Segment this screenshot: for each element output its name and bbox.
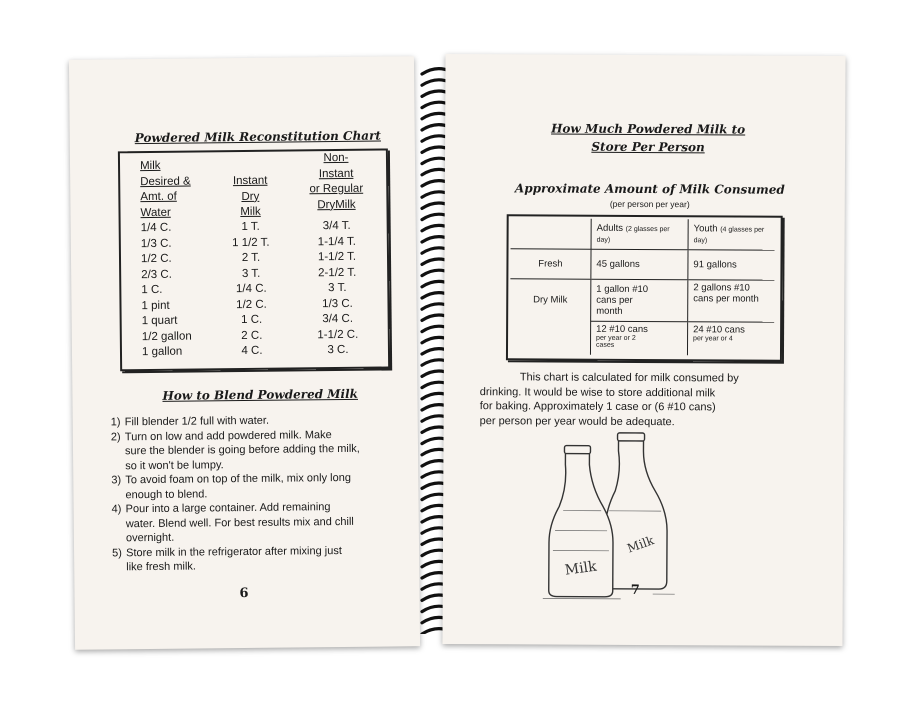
reconstitution-chart-title: Powdered Milk Reconstitution Chart bbox=[134, 128, 381, 146]
reconstitution-chart-box bbox=[118, 148, 390, 371]
consumed-note: (per person per year) bbox=[609, 198, 690, 210]
year-youth: 24 #10 cans bbox=[693, 323, 745, 336]
dry-adults-line: 1 gallon #10 bbox=[596, 283, 649, 295]
step-number: 2) bbox=[110, 430, 121, 443]
step-line: Pour into a large container. Add remaining bbox=[125, 501, 331, 516]
instant-header-line: Milk bbox=[240, 205, 261, 219]
adults-header: Adults bbox=[596, 222, 624, 234]
youth-header: Youth bbox=[693, 223, 718, 235]
instant-header bbox=[220, 174, 280, 221]
page-number-left: 6 bbox=[239, 585, 249, 602]
adults-note: (2 glasses per day) bbox=[596, 225, 670, 244]
fresh-label: Fresh bbox=[510, 248, 591, 278]
step-line: sure the blender is going before adding the milk, bbox=[124, 442, 360, 458]
blend-steps bbox=[111, 413, 361, 575]
year-youth-note: per year or 4 bbox=[693, 334, 733, 342]
storage-title-line1: How Much Powdered Milk to bbox=[551, 121, 746, 137]
regular-cell: 3/4 C. bbox=[322, 312, 354, 326]
step-line: To avoid foam on top of the milk, mix only long bbox=[125, 471, 352, 487]
regular-cell: 1/3 C. bbox=[322, 297, 353, 310]
instant-cell: 1/4 C. bbox=[235, 282, 267, 296]
instant-cell: 3 T. bbox=[241, 267, 261, 280]
storage-title-line2: Store Per Person bbox=[591, 139, 705, 155]
instant-cell: 1 C. bbox=[241, 313, 263, 327]
instant-cell: 2 T. bbox=[241, 251, 261, 265]
regular-cell: 3/4 T. bbox=[322, 219, 351, 233]
step-line: Fill blender 1/2 full with water. bbox=[124, 414, 270, 429]
regular-cell: 2-1/2 T. bbox=[318, 266, 357, 279]
instant-cell: 2 C. bbox=[241, 329, 263, 342]
milk-header-line: Desired & bbox=[140, 175, 191, 188]
step-line: so it won't be lumpy. bbox=[125, 458, 224, 472]
regular-cell: 3 C. bbox=[327, 343, 349, 357]
milk-header-line: Amt. of bbox=[140, 190, 177, 204]
regular-header-line: Instant bbox=[318, 167, 354, 180]
youth-note: (4 glasses per day) bbox=[693, 226, 765, 245]
consumed-subtitle: Approximate Amount of Milk Consumed bbox=[514, 181, 785, 197]
regular-column bbox=[297, 219, 378, 359]
year-adults: 12 #10 cans bbox=[596, 323, 648, 335]
paragraph-line: for baking. Approximately 1 case or (6 #10 cans) bbox=[479, 400, 716, 414]
instant-cell: 1 T. bbox=[241, 220, 260, 234]
storage-paragraph bbox=[480, 370, 739, 429]
step-number: 5) bbox=[112, 546, 122, 559]
page-number-right: 7 bbox=[630, 582, 640, 598]
amount-cell: 1/2 gallon bbox=[141, 330, 192, 343]
regular-header-line: or Regular bbox=[309, 182, 364, 196]
list-item bbox=[112, 543, 361, 575]
consumption-table bbox=[510, 218, 775, 355]
regular-header bbox=[296, 151, 377, 214]
amount-cell: 1 C. bbox=[141, 283, 163, 297]
paragraph-line: drinking. It would be wise to store additional milk bbox=[479, 385, 716, 399]
step-line: like fresh milk. bbox=[126, 560, 196, 574]
dry-youth-line: 2 gallons #10 bbox=[693, 281, 750, 294]
dry-adults-line: cans per bbox=[596, 294, 633, 306]
amount-column bbox=[141, 221, 192, 361]
instant-cell: 1/2 C. bbox=[236, 298, 267, 311]
milk-header-line: Water bbox=[140, 206, 171, 219]
amount-cell: 1/4 C. bbox=[140, 221, 172, 235]
fresh-adults: 45 gallons bbox=[591, 249, 688, 280]
amount-cell: 1/2 C. bbox=[140, 252, 172, 266]
step-line: Turn on low and add powdered milk. Make bbox=[124, 428, 332, 443]
bottle-front-label: Milk bbox=[563, 558, 598, 579]
amount-cell: 1 gallon bbox=[141, 345, 183, 359]
dry-youth-line: cans per month bbox=[693, 292, 759, 305]
step-line: overnight. bbox=[125, 531, 175, 545]
list-item bbox=[112, 500, 361, 546]
regular-cell: 3 T. bbox=[328, 281, 347, 295]
bottle-back-label: Milk bbox=[625, 533, 656, 556]
dry-label: Dry Milk bbox=[533, 294, 568, 306]
blend-title: How to Blend Powdered Milk bbox=[162, 386, 359, 403]
step-line: enough to blend. bbox=[125, 487, 208, 501]
regular-cell: 1-1/2 T. bbox=[317, 250, 357, 264]
paragraph-line: This chart is calculated for milk consumed by bbox=[519, 371, 739, 385]
year-adults-note: cases bbox=[596, 341, 615, 349]
amount-cell: 1 pint bbox=[141, 299, 170, 312]
instant-column bbox=[217, 220, 286, 360]
milk-header-line: Milk bbox=[139, 159, 161, 173]
regular-header-line: Non- bbox=[323, 151, 349, 165]
fresh-youth: 91 gallons bbox=[688, 249, 775, 279]
amount-cell: 1 quart bbox=[141, 314, 178, 328]
left-page bbox=[69, 56, 420, 650]
amount-cell: 1/3 C. bbox=[140, 237, 172, 250]
year-adults-note: per year or 2 bbox=[596, 334, 636, 342]
regular-header-line: DryMilk bbox=[317, 198, 356, 211]
regular-cell: 1-1/2 C. bbox=[317, 328, 359, 341]
milk-bottles-illustration bbox=[543, 430, 684, 601]
step-number: 3) bbox=[111, 474, 122, 487]
step-number: 1) bbox=[110, 416, 121, 429]
instant-cell: 4 C. bbox=[241, 344, 263, 358]
step-line: water. Blend well. For best results mix and chill bbox=[125, 515, 354, 530]
right-page bbox=[442, 54, 845, 646]
paragraph-line: per person per year would be adequate. bbox=[479, 414, 675, 428]
milk-header bbox=[140, 159, 191, 222]
dry-adults-line: month bbox=[596, 305, 623, 317]
instant-cell: 1 1/2 T. bbox=[232, 236, 270, 249]
instant-header-line: Dry bbox=[241, 190, 260, 203]
list-item bbox=[111, 427, 360, 473]
step-number: 4) bbox=[111, 503, 122, 516]
list-item bbox=[111, 471, 360, 503]
regular-cell: 1-1/4 T. bbox=[317, 235, 356, 248]
amount-cell: 2/3 C. bbox=[141, 268, 172, 281]
instant-header-line: Instant bbox=[232, 174, 268, 188]
step-line: Store milk in the refrigerator after mixing just bbox=[126, 544, 342, 559]
